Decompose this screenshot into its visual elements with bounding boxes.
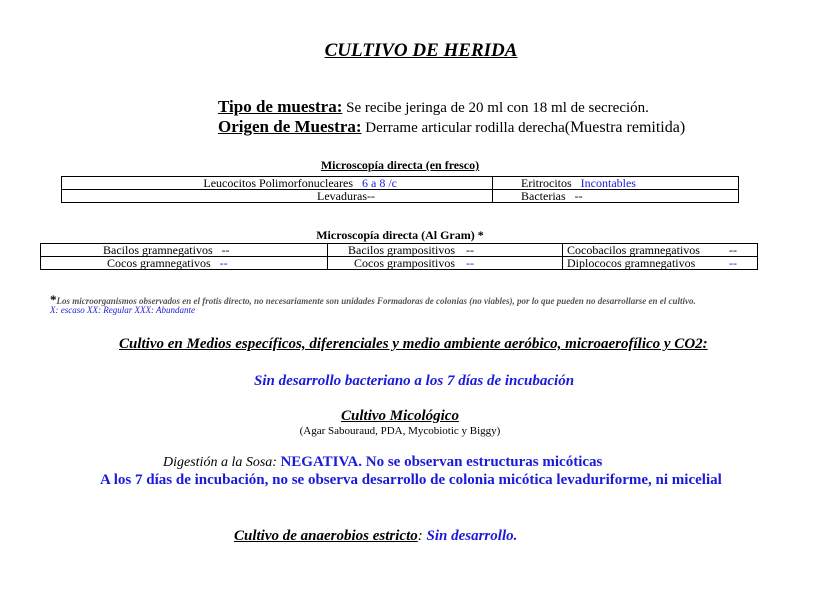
anaerobic-value: Sin desarrollo. [426,528,518,544]
cell-value: -- [466,256,474,270]
fresh-microscopy-heading: Microscopía directa (en fresco) [320,158,480,172]
report-title: CULTIVO DE HERIDA [324,40,518,61]
table-cell [563,244,758,257]
cell-value: -- [466,243,474,257]
sample-type-line [218,97,649,117]
table-row [41,244,758,257]
cell-label: Cocos gramnegativos [107,256,211,270]
gram-microscopy-table [40,243,758,270]
sample-origin-note: (Muestra remitida) [564,119,686,136]
table-cell [62,190,493,203]
footnote-text: Los microorganismos observados en el frotis directo, no necesariamente son unidades Formadoras de colonias (no viables), por lo que pueden no desarrollarse en el cultivo. [56,296,696,306]
table-cell [328,257,563,270]
cell-label: Cocobacilos gramnegativos [567,243,700,257]
table-row [62,190,739,203]
aerobic-culture-result: Sin desarrollo bacteriano a los 7 días de incubación [254,373,575,389]
cell-value: -- [574,189,583,203]
mycology-culture-result: A los 7 días de incubación, no se observa desarrollo de colonia micótica levaduriforme, ni micelial [100,472,722,488]
anaerobic-line [234,528,517,545]
digestion-label: Digestión a la Sosa: [163,455,277,470]
aerobic-culture-heading: Cultivo en Medios específicos, diferenciales y medio ambiente aeróbico, microaerofílico y CO2: [119,336,708,352]
cell-value: 6 a 8 /c [362,176,397,190]
cell-value: -- [221,243,230,257]
table-cell [41,244,328,257]
table-cell [62,177,493,190]
cell-value: -- [729,243,737,257]
table-row [62,177,739,190]
table-cell [493,177,739,190]
sample-origin-label: Origen de Muestra: [218,117,362,136]
table-cell [328,244,563,257]
fresh-microscopy-table [61,176,739,203]
cell-label: Bacilos grampositivos [348,243,455,257]
table-cell [563,257,758,270]
cell-label: Leucocitos Polimorfonucleares [203,176,353,190]
sample-type-label: Tipo de muestra: [218,97,343,116]
cell-label: Bacterias [521,189,566,203]
cell-value: -- [219,256,228,270]
digestion-line [163,454,602,471]
footnote-star: * [50,292,57,307]
abundance-scale: X: escaso XX: Regular XXX: Abundante [50,305,196,315]
cell-label: Eritrocitos [521,176,572,190]
cell-value: Incontables [580,176,636,190]
table-cell [493,190,739,203]
digestion-value: NEGATIVA. No se observan estructuras micóticas [280,454,603,470]
cell-label: Cocos grampositivos [354,256,455,270]
sample-origin-line [218,117,685,137]
mycology-media: (Agar Sabouraud, PDA, Mycobiotic y Biggy) [299,425,501,437]
cell-value: -- [729,256,737,270]
table-cell [41,257,328,270]
anaerobic-sep: : [417,528,423,544]
cell-value: -- [367,189,375,203]
table-row [41,257,758,270]
cell-label: Levaduras [317,189,367,203]
sample-type-value: Se recibe jeringa de 20 ml con 18 ml de secreción. [346,100,649,116]
mycology-heading: Cultivo Micológico [341,408,459,424]
gram-microscopy-heading: Microscopía directa (Al Gram) * [316,228,484,242]
sample-origin-value: Derrame articular rodilla derecha [365,120,565,136]
cell-label: Diplococos gramnegativos [567,256,696,270]
cell-label: Bacilos gramnegativos [103,243,213,257]
anaerobic-label: Cultivo de anaerobios estricto [234,528,418,544]
